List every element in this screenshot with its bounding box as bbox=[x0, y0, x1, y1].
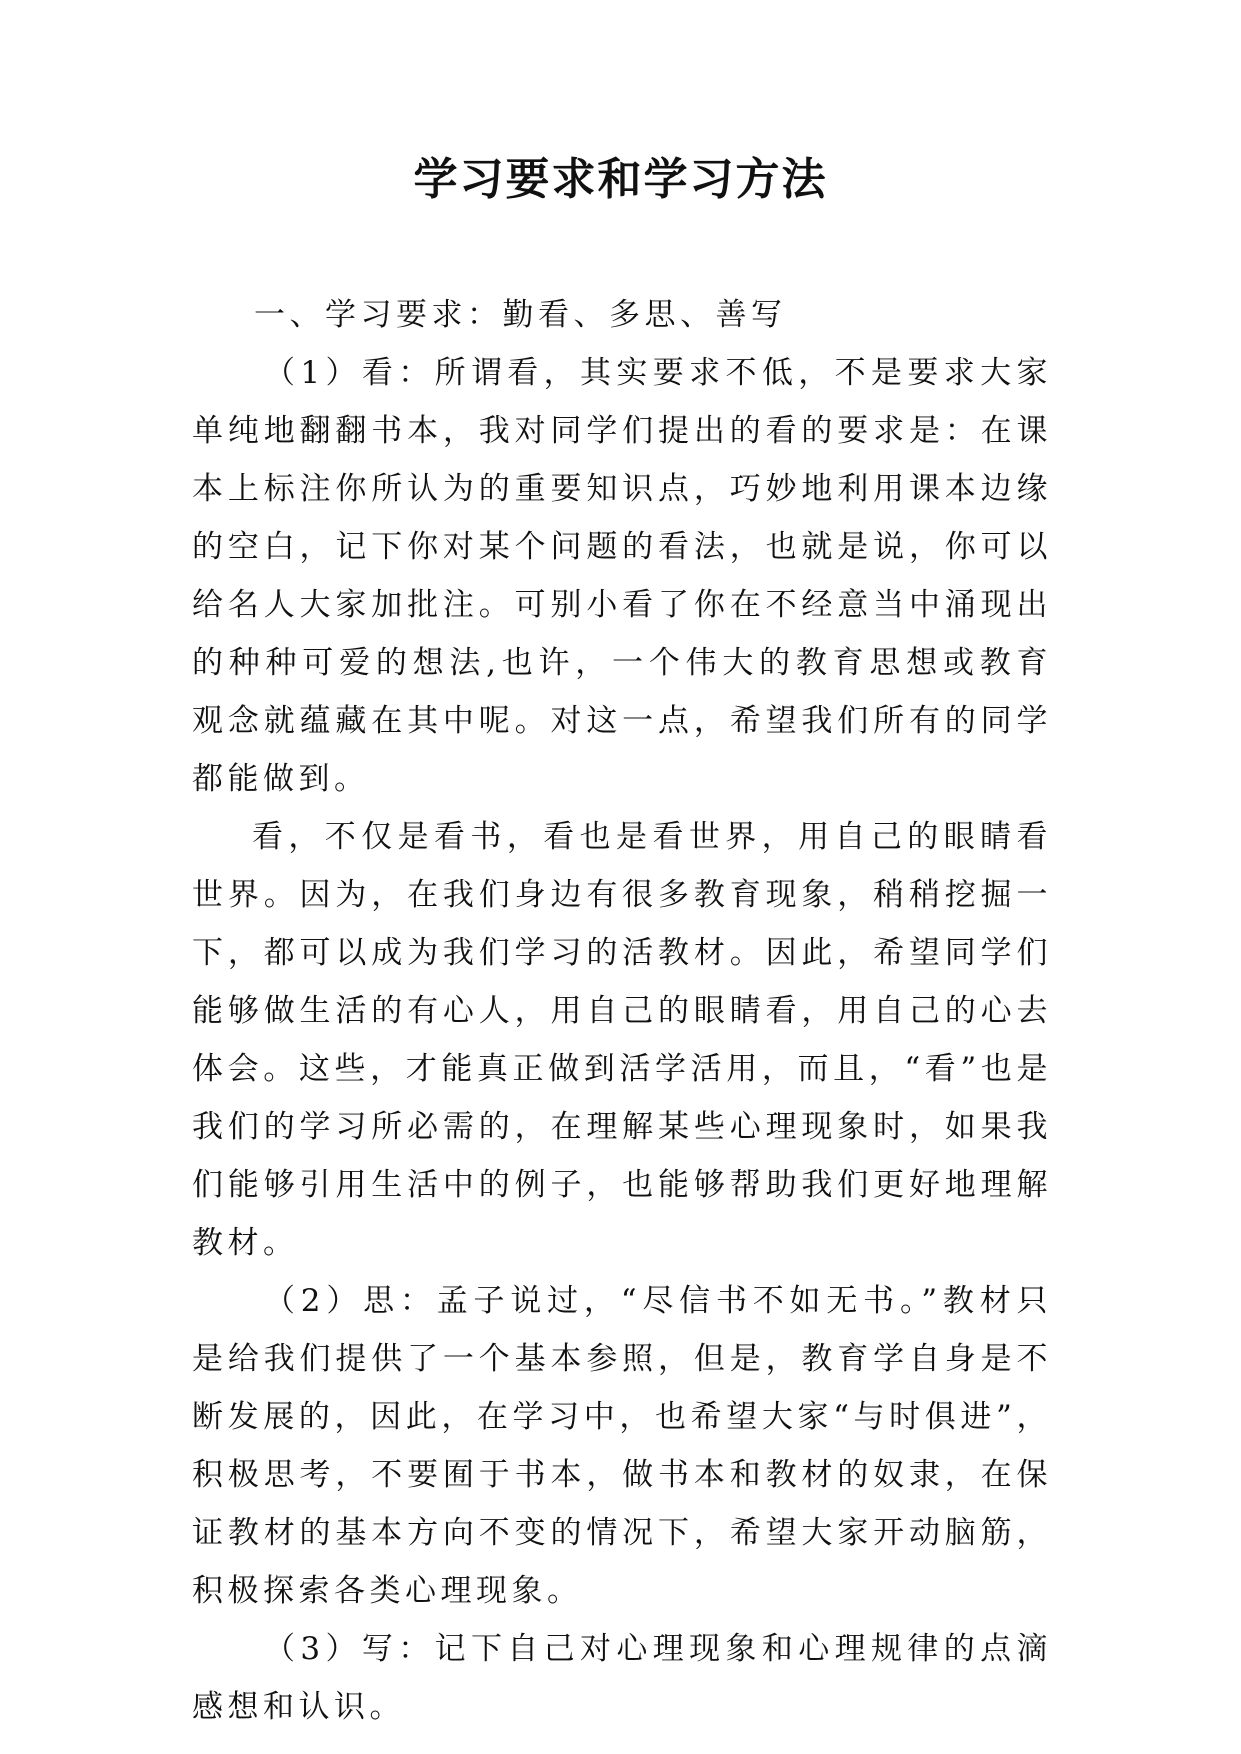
document-title: 学习要求和学习方法 bbox=[413, 154, 828, 205]
paragraph-look-world: 看，不仅是看书，看也是看世界，用自己的眼睛看世界。因为，在我们身边有很多教育现象，稍稍挖掘一下，都可以成为我们学习的活教材。因此，希望同学们能够做生活的有心人，用自己的眼睛看，用自己的心去体会。这些，才能真正做到活学活用，而且，“看”也是我们的学习所必需的，在理解某些心理现象时，如果我们能够引用生活中的例子，也能够帮助我们更好地理解教材。 bbox=[192, 819, 1052, 1261]
paragraph-write: （3）写：记下自己对心理现象和心理规律的点滴感想和认识。 bbox=[192, 1631, 1052, 1725]
paragraph-think: （2）思：孟子说过，“尽信书不如无书。”教材只是给我们提供了一个基本参照，但是，教育学自身是不断发展的，因此，在学习中，也希望大家“与时俱进”，积极思考，不要囿于书本，做书本和教材的奴隶，在保证教材的基本方向不变的情况下，希望大家开动脑筋，积极探索各类心理现象。 bbox=[192, 1283, 1052, 1609]
document-body bbox=[192, 286, 1052, 1736]
section-heading-learning-requirements: 一、学习要求：勤看、多思、善写 bbox=[254, 297, 787, 333]
paragraph-look: （1）看：所谓看，其实要求不低，不是要求大家单纯地翻翻书本，我对同学们提出的看的要求是：在课本上标注你所认为的重要知识点，巧妙地利用课本边缘的空白，记下你对某个问题的看法，也就是说，你可以给名人大家加批注。可别小看了你在不经意当中涌现出的种种可爱的想法,也许，一个伟大的教育思想或教育观念就蕴藏在其中呢。对这一点，希望我们所有的同学都能做到。 bbox=[192, 355, 1052, 797]
